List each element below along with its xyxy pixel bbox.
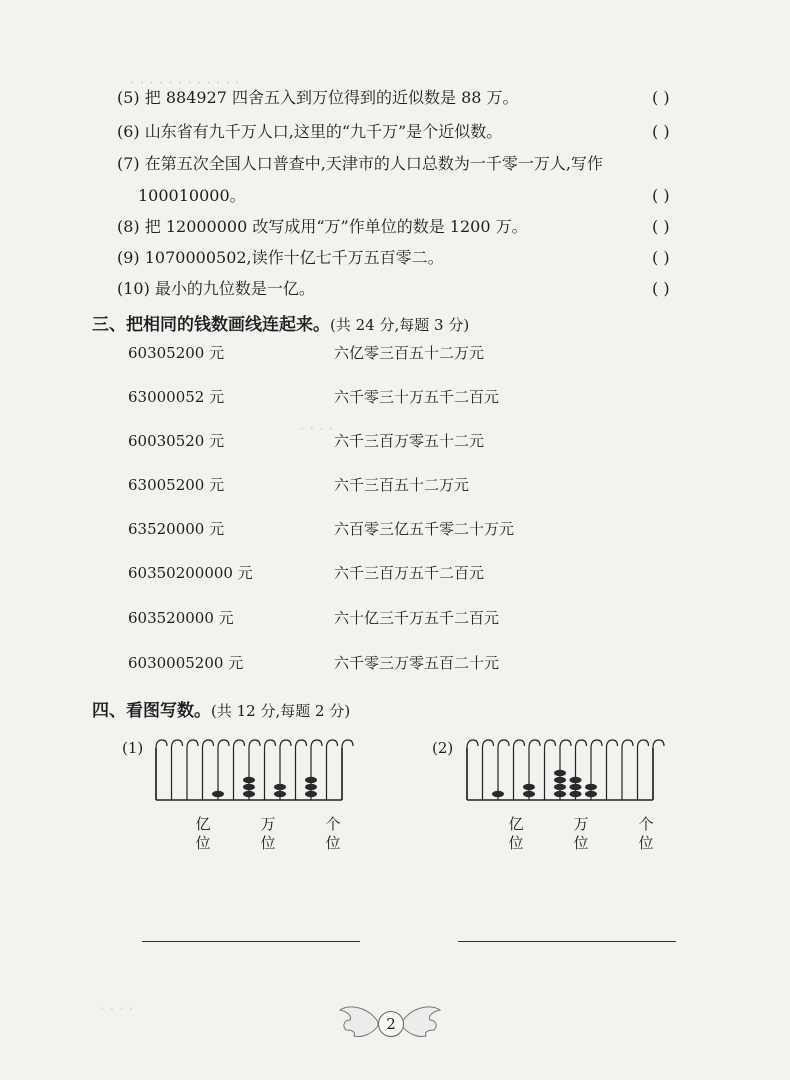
match-left-3[interactable]: 60030520 元 <box>128 432 225 450</box>
page-number: 2 <box>378 1011 404 1037</box>
abacus-1-place-wan: 万位 <box>260 815 276 852</box>
abacus-bead <box>523 791 535 797</box>
abacus-bead <box>585 791 597 797</box>
abacus-bead <box>554 791 566 797</box>
match-right-8[interactable]: 六千零三万零五百二十元 <box>334 654 500 672</box>
abacus-rod <box>545 740 556 800</box>
match-left-4[interactable]: 63005200 元 <box>128 476 225 494</box>
abacus-bead <box>243 777 255 783</box>
abacus-bead <box>243 791 255 797</box>
abacus-rod <box>296 740 307 800</box>
abacus-bead <box>274 791 286 797</box>
abacus-bead <box>585 784 597 790</box>
answer-paren-10[interactable]: ( ) <box>652 279 670 298</box>
abacus-rod <box>342 740 353 800</box>
match-left-2[interactable]: 63000052 元 <box>128 388 225 406</box>
abacus-rod <box>622 740 633 800</box>
match-right-6[interactable]: 六千三百万五千二百元 <box>334 564 485 582</box>
abacus-rod <box>156 740 167 800</box>
abacus-bead <box>554 784 566 790</box>
match-left-8[interactable]: 6030005200 元 <box>128 654 244 672</box>
abacus-1 <box>152 738 347 802</box>
match-left-5[interactable]: 63520000 元 <box>128 520 225 538</box>
answer-paren-6[interactable]: ( ) <box>652 122 670 141</box>
match-left-7[interactable]: 603520000 元 <box>128 609 234 627</box>
abacus-rod <box>638 740 649 800</box>
abacus-2-place-wan: 万位 <box>573 815 589 852</box>
section-4-heading: 四、看图写数。 <box>92 701 211 721</box>
abacus-2 <box>463 738 658 802</box>
answer-paren-7[interactable]: ( ) <box>652 186 670 205</box>
statement-7-continued: 100010000。 <box>138 186 246 205</box>
abacus-2-place-yi: 亿位 <box>508 815 524 852</box>
section-3-title <box>92 310 469 335</box>
abacus-rod <box>467 740 478 800</box>
statement-6: (6) 山东省有九千万人口,这里的“九千万”是个近似数。 <box>117 122 503 141</box>
abacus-rod <box>514 740 525 800</box>
abacus-rod <box>327 740 338 800</box>
section-4-note: (共 12 分,每题 2 分) <box>211 702 351 720</box>
statement-10: (10) 最小的九位数是一亿。 <box>117 279 315 298</box>
abacus-rod <box>234 740 245 800</box>
abacus-2-label: (2) <box>432 739 454 757</box>
abacus-1-label: (1) <box>122 739 144 757</box>
abacus-bead <box>305 791 317 797</box>
show-through-text: · · · · <box>100 1000 134 1018</box>
match-right-7[interactable]: 六十亿三千万五千二百元 <box>334 609 500 627</box>
abacus-rod <box>265 740 276 800</box>
match-right-5[interactable]: 六百零三亿五千零二十万元 <box>334 520 515 538</box>
statement-5: (5) 把 884927 四舍五入到万位得到的近似数是 88 万。 <box>117 88 519 107</box>
statement-7: (7) 在第五次全国人口普查中,天津市的人口总数为一千零一万人,写作 <box>117 154 603 173</box>
abacus-2-answer-line[interactable] <box>458 941 676 942</box>
abacus-bead <box>305 777 317 783</box>
abacus-bead <box>523 784 535 790</box>
abacus-bead <box>492 791 504 797</box>
abacus-2-place-ge: 个位 <box>638 815 654 852</box>
show-through-text: · · · · · · · · · · · · <box>130 74 240 92</box>
match-right-1[interactable]: 六亿零三百五十二万元 <box>334 344 485 362</box>
answer-paren-8[interactable]: ( ) <box>652 217 670 236</box>
abacus-rod <box>187 740 198 800</box>
abacus-bead <box>243 784 255 790</box>
match-right-4[interactable]: 六千三百五十二万元 <box>334 476 470 494</box>
answer-paren-5[interactable]: ( ) <box>652 88 670 107</box>
abacus-rod <box>607 740 618 800</box>
abacus-bead <box>570 791 582 797</box>
abacus-bead <box>570 777 582 783</box>
abacus-rod <box>203 740 214 800</box>
abacus-bead <box>570 784 582 790</box>
match-right-3[interactable]: 六千三百万零五十二元 <box>334 432 485 450</box>
section-3-heading: 三、把相同的钱数画线连起来。 <box>92 315 330 335</box>
section-3-note: (共 24 分,每题 3 分) <box>330 316 470 334</box>
match-right-2[interactable]: 六千零三十万五千二百元 <box>334 388 500 406</box>
abacus-rod <box>653 740 664 800</box>
abacus-1-place-ge: 个位 <box>325 815 341 852</box>
abacus-bead <box>554 777 566 783</box>
match-left-1[interactable]: 60305200 元 <box>128 344 225 362</box>
section-4-title <box>92 696 350 721</box>
abacus-bead <box>212 791 224 797</box>
abacus-1-answer-line[interactable] <box>142 941 360 942</box>
statement-9: (9) 1070000502,读作十亿七千万五百零二。 <box>117 248 444 267</box>
answer-paren-9[interactable]: ( ) <box>652 248 670 267</box>
abacus-rod <box>172 740 183 800</box>
show-through-text: · · · · <box>300 420 334 438</box>
abacus-bead <box>554 770 566 776</box>
abacus-bead <box>274 784 286 790</box>
abacus-rod <box>483 740 494 800</box>
match-left-6[interactable]: 60350200000 元 <box>128 564 253 582</box>
statement-8: (8) 把 12000000 改写成用“万”作单位的数是 1200 万。 <box>117 217 528 236</box>
abacus-1-place-yi: 亿位 <box>195 815 211 852</box>
abacus-bead <box>305 784 317 790</box>
